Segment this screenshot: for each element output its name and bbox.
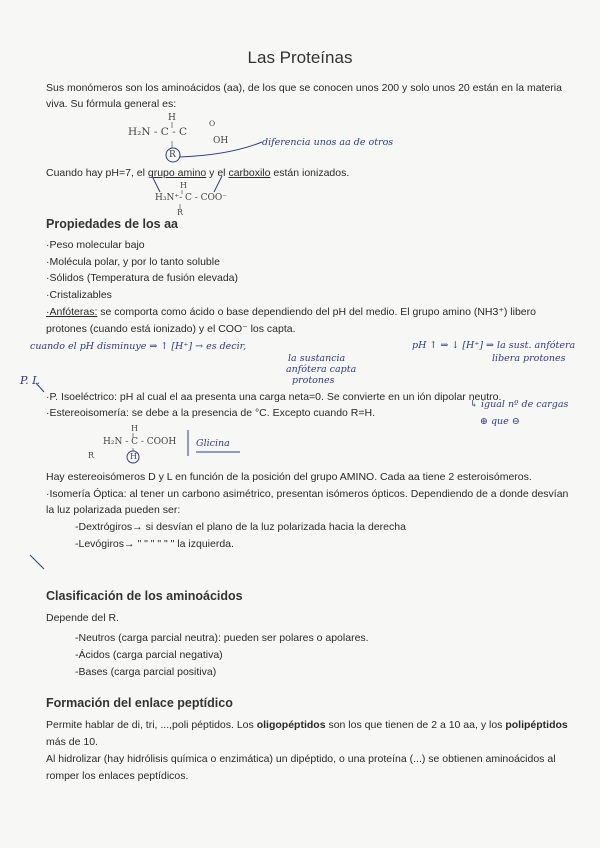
hand-note-glicina: Glicina — [196, 438, 230, 449]
peptide-l1a: Permite hablar de di, tri, ...,poli péptidos. Los — [46, 719, 257, 731]
peptide-line-3: Al hidrolizar (hay hidrólisis química o enzimática) un dipéptido, o una proteína (...) se obtienen aminoácidos al — [46, 753, 556, 765]
formula1-h-top: H — [168, 113, 176, 123]
isoelectric-line: ·P. Isoeléctrico: pH al cual el aa presenta una carga neta=0. Se convierte en un ión dipolar neutro. — [46, 391, 502, 403]
hand-note-ph-up: pH ↑ ⇒ ↓ [H⁺] ⇒ la sust. anfótera — [412, 340, 576, 351]
formula3-main: H₂N - C - COOH — [103, 437, 177, 447]
formula2-bond-stroke — [180, 190, 182, 209]
formula3-h-top: H — [131, 424, 138, 433]
intro-line-2: viva. Su fórmula general es: — [46, 98, 177, 110]
classification-intro: Depende del R. — [46, 612, 119, 624]
formula2-h-top: H — [180, 181, 187, 190]
formula1-note: diferencia unos aa de otros — [262, 137, 394, 148]
dextro-line: -Dextrógiros→ si desvían el plano de la luz polarizada hacia la derecha — [75, 521, 406, 533]
ph7-before: Cuando hay pH=7, el — [46, 167, 148, 179]
peptide-heading: Formación del enlace peptídico — [46, 696, 233, 710]
properties-heading: Propiedades de los aa — [46, 217, 178, 231]
peptide-oligo: oligopéptidos — [256, 719, 326, 731]
isomers-line-1: Hay estereoisómeros D y L en función de la posición del grupo AMINO. Cada aa tiene 2 esteroisómeros. — [46, 471, 532, 483]
note-arrow-stroke — [180, 142, 262, 157]
property-item: ·Molécula polar, y por lo tanto soluble — [46, 256, 220, 268]
property-item: ·Cristalizables — [46, 289, 112, 301]
classification-item: -Ácidos (carga parcial negativa) — [75, 649, 223, 661]
levo-line: -Levógiros→ " " " " " " la izquierda. — [75, 538, 234, 550]
formula1-oh: OH — [213, 136, 229, 146]
page-title: Las Proteínas — [247, 48, 353, 67]
formula3-h-circle: H — [130, 452, 137, 461]
margin-mark-stroke — [30, 555, 44, 569]
formula1-o: O — [209, 119, 216, 128]
hand-note-igual2: ⊕ que ⊖ — [480, 416, 520, 427]
peptide-l1c: son los que tienen de 2 a 10 aa, y los — [325, 719, 506, 731]
hand-note-ph-down: cuando el pH disminuye ⇒ ↑ [H⁺] → es decir, — [30, 341, 247, 352]
property-item: ·Peso molecular bajo — [46, 239, 145, 251]
hand-note-anf-capta: anfótera capta — [286, 364, 357, 375]
anfoteras-line-2: protones (cuando está ionizado) y el COO⁻ los capta. — [46, 323, 296, 335]
formula2-r: R — [177, 208, 184, 217]
formula1-main: H₂N - C - C — [128, 126, 188, 138]
ph7-middle: y el — [206, 167, 229, 179]
classification-item: -Neutros (carga parcial neutra): pueden ser polares o apolares. — [75, 632, 369, 644]
hand-note-pi: P. I. — [20, 374, 41, 387]
classification-item: -Bases (carga parcial positiva) — [75, 666, 217, 678]
isomers-line-2: ·Isomería Óptica: al tener un carbono asimétrico, presentan isómeros ópticos. Dependiendo de a donde desvían — [46, 488, 569, 500]
hand-note-libera: libera protones — [492, 353, 566, 364]
ph7-amino: grupo amino — [147, 167, 207, 179]
intro-line-1: Sus monómeros son los aminoácidos (aa), de los que se conocen unos 200 y solo unos 20 están en la materia — [46, 82, 562, 94]
estereo-line: ·Estereoisomería: se debe a la presencia de °C. Excepto cuando R=H. — [46, 407, 376, 419]
classification-heading: Clasificación de los aminoácidos — [46, 589, 243, 603]
r-circle-stroke — [166, 148, 180, 162]
ph7-after: están ionizados. — [270, 167, 350, 179]
carboxilo-arrow-stroke — [214, 176, 222, 192]
pi-bracket-stroke — [36, 383, 44, 392]
ph7-carboxilo: carboxilo — [228, 167, 271, 179]
property-item: ·Sólidos (Temperatura de fusión elevada) — [46, 272, 239, 284]
hand-note-protones: protones — [292, 375, 335, 386]
formula3-r: R — [88, 451, 95, 460]
h-circle-stroke — [127, 451, 139, 463]
peptide-line-4: romper los enlaces peptídicos. — [46, 770, 189, 782]
formula1-r: R — [169, 150, 176, 160]
amino-arrow-stroke — [152, 176, 160, 192]
hand-note-igual: ↳ igual nº de cargas — [470, 399, 569, 410]
peptide-line-2: más de 10. — [46, 736, 98, 748]
peptide-poli: polipéptidos — [505, 719, 568, 731]
anfoteras-label: ·Anfóteras: — [46, 306, 98, 318]
formula2-main: H₃N⁺- C - COO⁻ — [155, 193, 228, 203]
anfoteras-text: se comporta como ácido o base dependiendo del pH del medio. El grupo amino (NH3⁺) libero — [97, 306, 536, 318]
isomers-line-3: la luz polarizada pueden ser: — [46, 504, 181, 516]
hand-note-la-sust: la sustancia — [288, 353, 346, 364]
